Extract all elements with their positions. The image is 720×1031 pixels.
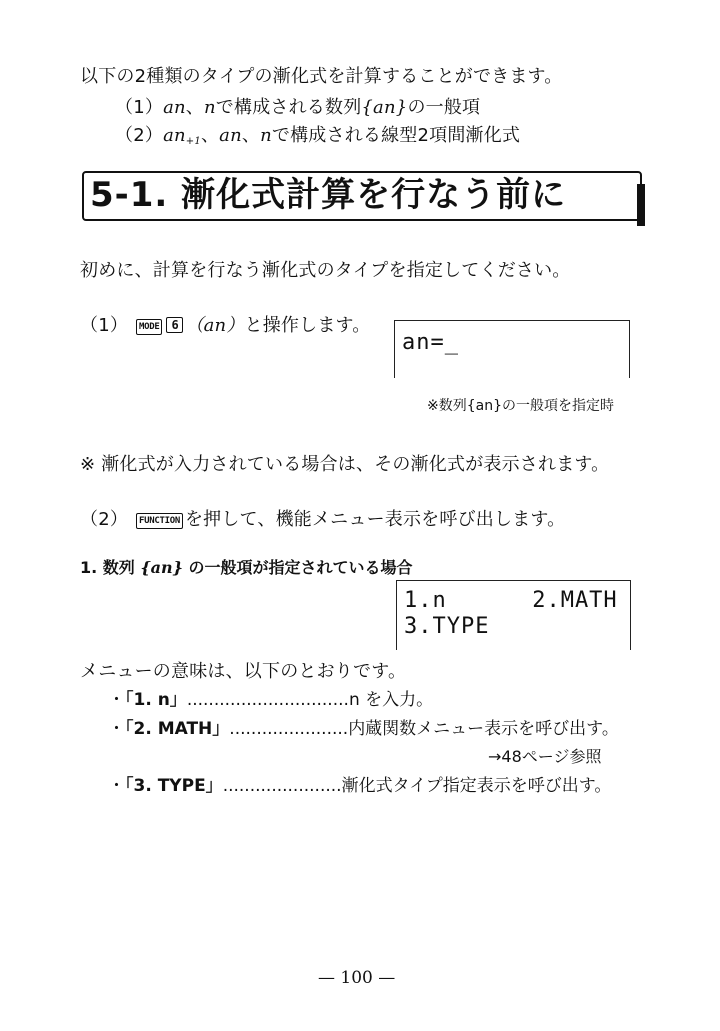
item-text: で構成される線型2項間漸化式 <box>271 125 521 146</box>
item-number: （1） <box>115 97 164 118</box>
bullet: ・ <box>108 719 125 739</box>
bullet: ・ <box>108 776 125 796</box>
intro-item-2 <box>115 121 520 147</box>
menu-desc: n を入力。 <box>348 690 434 710</box>
sequence-symbol: {an} <box>361 97 408 118</box>
step-number: （2） <box>80 509 129 530</box>
var-an1: an <box>163 125 186 146</box>
section-title: 5-1. 漸化式計算を行なう前に <box>90 175 567 215</box>
var-n: n <box>260 125 272 146</box>
case-text-2: の一般項が指定されている場合 <box>188 558 413 577</box>
menu-label: 「2. MATH」 <box>125 719 230 739</box>
step-text: と操作します。 <box>244 315 371 336</box>
menu-item-math <box>108 714 619 739</box>
step-1 <box>80 311 371 337</box>
menu-item-type <box>108 771 611 796</box>
mode-key[interactable]: MODE <box>136 319 162 335</box>
bullet: ・ <box>108 690 125 710</box>
menu-intro: メニューの意味は、以下のとおりです。 <box>80 661 407 682</box>
separator: 、 <box>241 125 261 146</box>
item-text: で構成される数列 <box>215 97 362 118</box>
var-an: an <box>219 125 242 146</box>
leader-dots: ...................... <box>222 776 342 796</box>
menu-desc: 漸化式タイプ指定表示を呼び出す。 <box>341 776 612 796</box>
step-text: を押して、機能メニュー表示を呼び出します。 <box>184 509 566 530</box>
var-n: n <box>204 97 216 118</box>
lcd-menu-line-1: 1.n 2.MATH <box>404 588 618 613</box>
lcd-menu-line-2: 3.TYPE <box>404 614 490 639</box>
key-6[interactable]: 6 <box>166 317 183 333</box>
var-an: an <box>163 97 186 118</box>
case-text-1: 数列 <box>102 558 135 577</box>
page-number: — 100 — <box>318 968 396 988</box>
an-option: （an） <box>185 315 245 336</box>
separator: 、 <box>200 125 220 146</box>
item-tail: の一般項 <box>407 97 481 118</box>
leader-dots: ...................... <box>229 719 349 739</box>
sequence-symbol: {an} <box>140 558 183 577</box>
lcd-display-1-text: an=_ <box>402 330 459 355</box>
menu-desc: 内蔵関数メニュー表示を呼び出す。 <box>348 719 619 739</box>
step-2 <box>80 505 565 531</box>
function-key[interactable]: FUNCTION <box>136 513 183 529</box>
note-sequence: ※数列{an}の一般項を指定時 <box>427 398 614 414</box>
intro-line: 以下の2種類のタイプの漸化式を計算することができます。 <box>80 66 563 87</box>
item-number: （2） <box>115 125 164 146</box>
step-number: （1） <box>80 315 129 336</box>
leader-dots: .............................. <box>186 690 349 710</box>
case-number: 1. <box>80 558 98 577</box>
instruction-paragraph: 初めに、計算を行なう漸化式のタイプを指定してください。 <box>80 260 571 281</box>
note-recurrence: ※ 漸化式が入力されている場合は、その漸化式が表示されます。 <box>80 454 610 475</box>
menu-item-n <box>108 685 433 710</box>
separator: 、 <box>185 97 204 118</box>
page-reference: →48ページ参照 <box>488 747 602 766</box>
subscript: +1 <box>185 136 201 147</box>
intro-item-1 <box>115 93 480 119</box>
menu-label: 「3. TYPE」 <box>125 776 223 796</box>
menu-label: 「1. n」 <box>125 690 187 710</box>
case-heading <box>80 555 413 578</box>
